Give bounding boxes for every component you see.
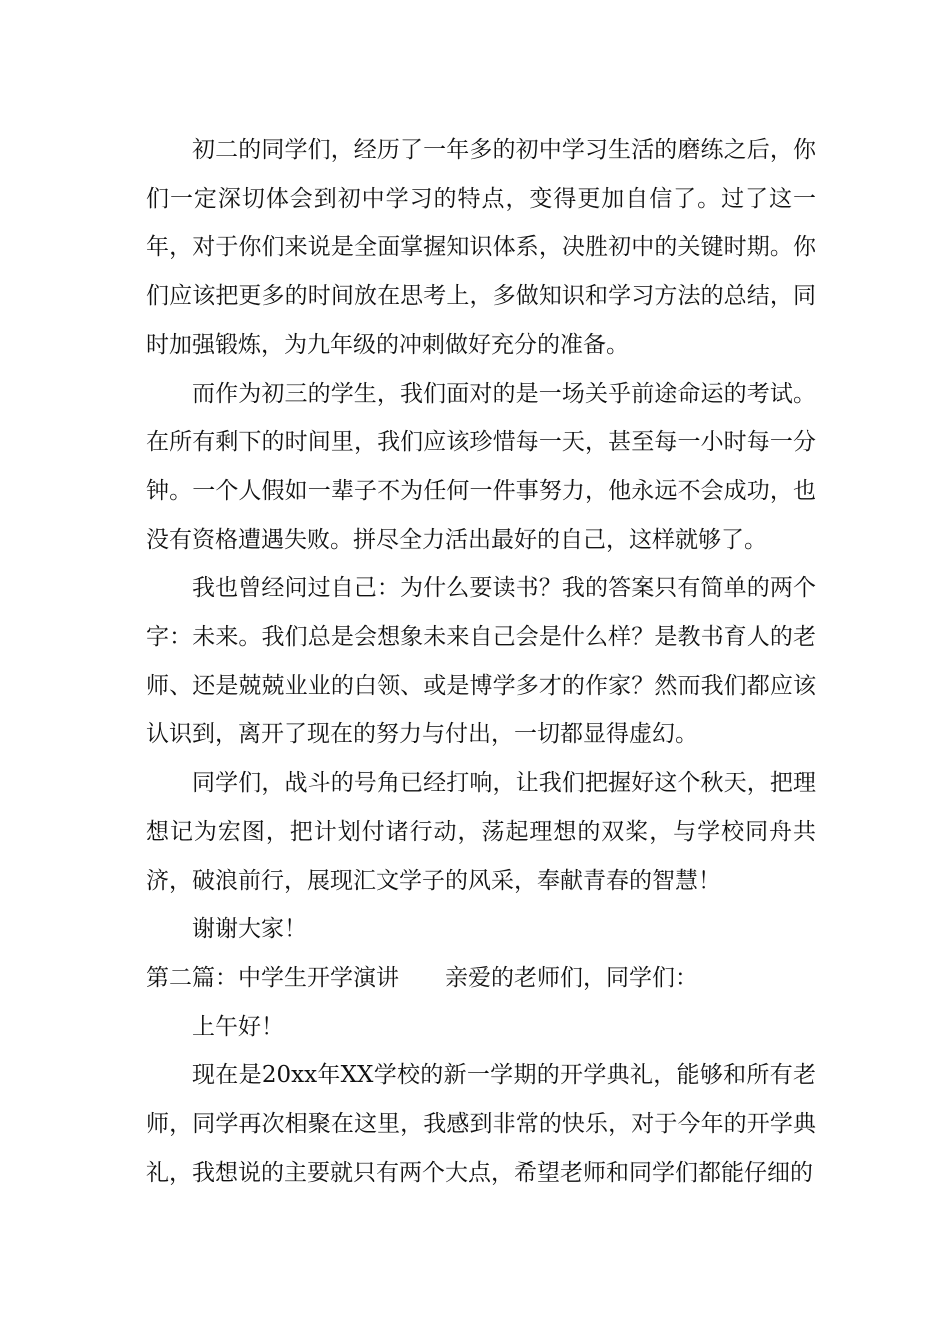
paragraph-why-study: 我也曾经问过自己：为什么要读书？我的答案只有简单的两个字：未来。我们总是会想象未来自己会是什么样？是教书育人的老师、还是兢兢业业的白领、或是博学多才的作家？然而我们都应该认识到，离开了现在的努力与付出，一切都显得虚幻。	[146, 575, 816, 748]
greeting: 上午好！	[192, 1013, 284, 1040]
paragraph-call-to-action: 同学们，战斗的号角已经打响，让我们把握好这个秋天，把理想记为宏图，把计划付诸行动，荡起理想的双桨，与学校同舟共济，破浪前行，展现汇文学子的风采，奉献青春的智慧！	[146, 770, 816, 894]
paragraph-grade-three: 而作为初三的学生，我们面对的是一场关乎前途命运的考试。在所有剩下的时间里，我们应该珍惜每一天，甚至每一小时每一分钟。一个人假如一辈子不为任何一件事努力，他永远不会成功，也没有资格遭遇失败。拼尽全力活出最好的自己，这样就够了。	[146, 380, 816, 553]
section-heading	[146, 954, 816, 1003]
paragraph-thanks: 谢谢大家！	[192, 916, 307, 943]
document-body	[146, 126, 816, 1197]
paragraph-grade-two: 初二的同学们，经历了一年多的初中学习生活的磨练之后，你们一定深切体会到初中学习的特点，变得更加自信了。过了这一年，对于你们来说是全面掌握知识体系，决胜初中的关键时期。你们应该把更多的时间放在思考上，多做知识和学习方法的总结，同时加强锻炼，为九年级的冲刺做好充分的准备。	[146, 137, 816, 358]
paragraph-opening-ceremony: 现在是20xx年XX学校的新一学期的开学典礼，能够和所有老师，同学再次相聚在这里，我感到非常的快乐，对于今年的开学典礼，我想说的主要就只有两个大点，希望老师和同学们都能仔细的	[146, 1062, 816, 1186]
salutation: 亲爱的老师们，同学们：	[445, 964, 698, 991]
section-title: 第二篇：中学生开学演讲	[146, 964, 399, 991]
